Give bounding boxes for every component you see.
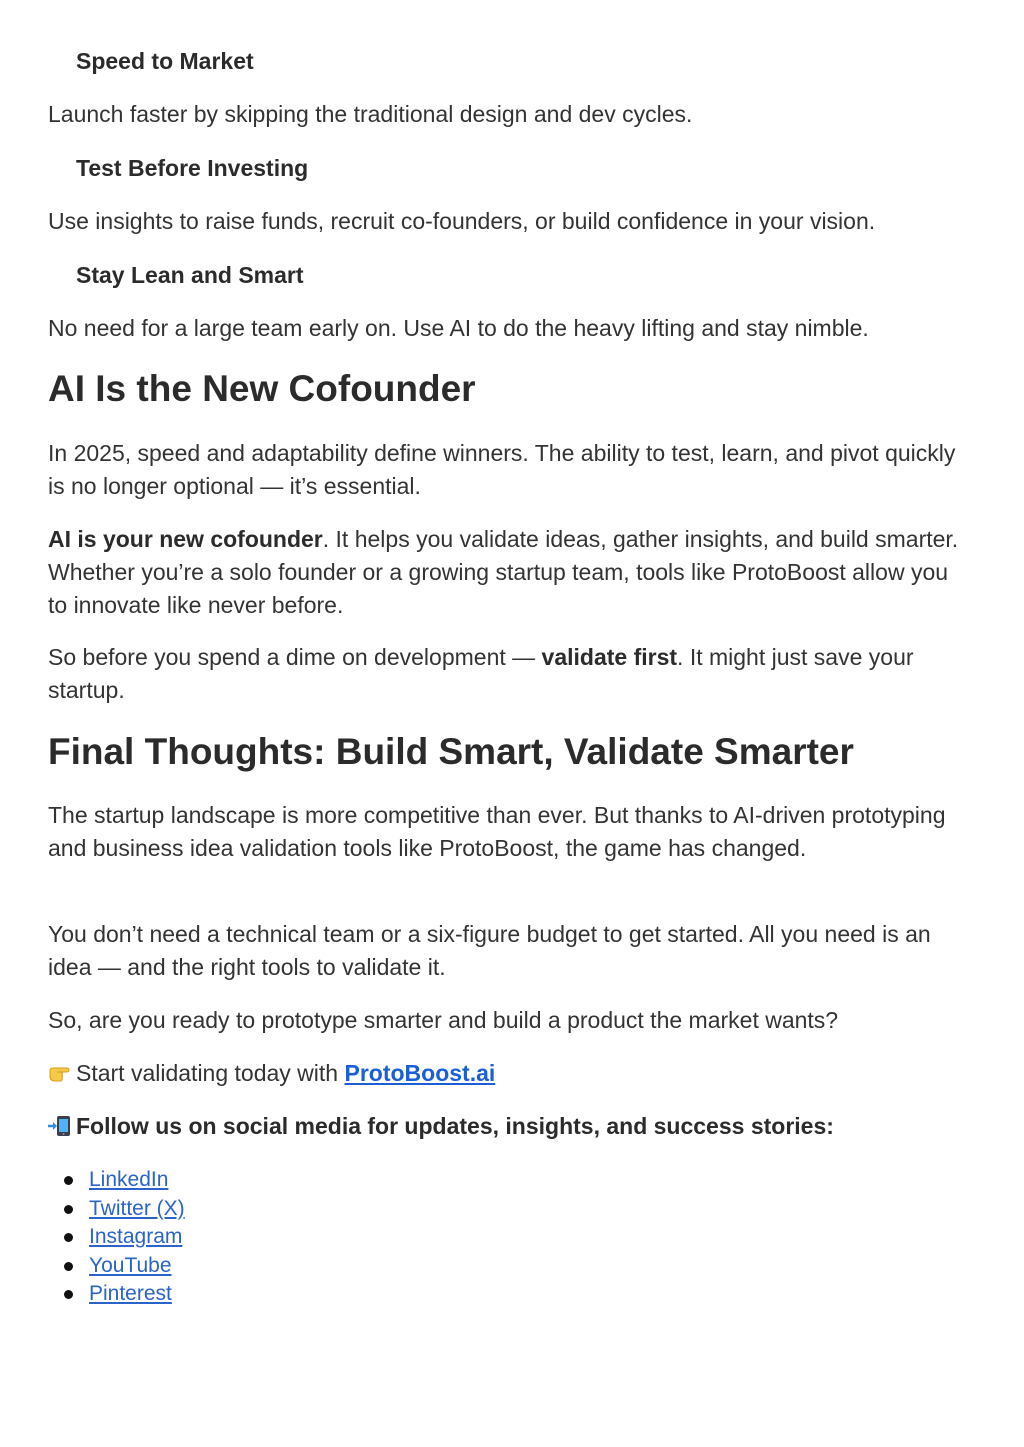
list-item <box>48 1223 185 1252</box>
bullet-icon <box>64 1205 73 1214</box>
social-heading-line <box>48 1110 973 1143</box>
section-ai-paragraph-3-start: So before you spend a dime on development — <box>48 644 542 670</box>
cta-text: Start validating today with <box>76 1060 345 1086</box>
pointing-hand-icon <box>48 1060 72 1082</box>
mobile-phone-arrow-icon <box>48 1113 72 1135</box>
section-ai-paragraph-2 <box>48 523 973 622</box>
cta-line <box>48 1057 973 1090</box>
benefit-text-test-before-investing: Use insights to raise funds, recruit co-founders, or build confidence in your vision. <box>48 208 876 234</box>
section-final-paragraph-1: The startup landscape is more competitive than ever. But thanks to AI-driven prototyping and business idea validation tools like ProtoBoost, the game has changed. <box>48 802 946 861</box>
linkedin-link[interactable]: LinkedIn <box>89 1168 169 1191</box>
list-item <box>48 1252 185 1281</box>
instagram-link[interactable]: Instagram <box>89 1225 183 1249</box>
section-final-paragraph-2: You don’t need a technical team or a six-figure budget to get started. All you need is an idea — and the right tools to validate it. <box>48 921 931 980</box>
section-ai-paragraph-1: In 2025, speed and adaptability define winners. The ability to test, learn, and pivot quickly is no longer optional — it’s essential. <box>48 440 956 499</box>
bullet-icon <box>64 1176 73 1185</box>
emphasis-ai-cofounder: AI is your new cofounder <box>48 526 323 552</box>
emphasis-validate-first: validate first <box>541 644 678 670</box>
section-final-paragraph-3: So, are you ready to prototype smarter and build a product the market wants? <box>48 1007 839 1033</box>
benefit-text-speed-to-market: Launch faster by skipping the traditional design and dev cycles. <box>48 101 693 127</box>
benefit-text-stay-lean: No need for a large team early on. Use AI to do the heavy lifting and stay nimble. <box>48 315 869 341</box>
youtube-link[interactable]: YouTube <box>89 1253 172 1277</box>
section-ai-paragraph-3 <box>48 641 973 707</box>
list-item <box>48 1280 185 1309</box>
benefit-title-speed-to-market: Speed to Market <box>76 48 254 74</box>
protoboost-link[interactable]: ProtoBoost.ai <box>344 1060 496 1086</box>
bullet-icon <box>64 1233 73 1242</box>
bullet-icon <box>64 1290 73 1299</box>
section-heading-ai-cofounder: AI Is the New Cofounder <box>48 368 476 409</box>
list-item <box>48 1195 185 1224</box>
section-ai-paragraph-3-end: . It might just save your startup. <box>48 644 914 703</box>
social-heading: Follow us on social media for updates, insights, and success stories: <box>76 1113 834 1139</box>
list-item <box>48 1166 185 1195</box>
benefit-title-stay-lean: Stay Lean and Smart <box>76 262 304 288</box>
section-heading-final-thoughts: Final Thoughts: Build Smart, Validate Smarter <box>48 731 854 772</box>
benefit-title-test-before-investing: Test Before Investing <box>76 155 309 181</box>
section-ai-paragraph-2-text: . It helps you validate ideas, gather insights, and build smarter. Whether you’re a solo founder or a growing startup team, tools like ProtoBoost allow you to innovate like never before. <box>48 526 959 618</box>
pinterest-link[interactable]: Pinterest <box>89 1282 172 1306</box>
bullet-icon <box>64 1262 73 1271</box>
social-links-list <box>48 1166 185 1309</box>
twitter-link[interactable]: Twitter (X) <box>89 1196 185 1220</box>
